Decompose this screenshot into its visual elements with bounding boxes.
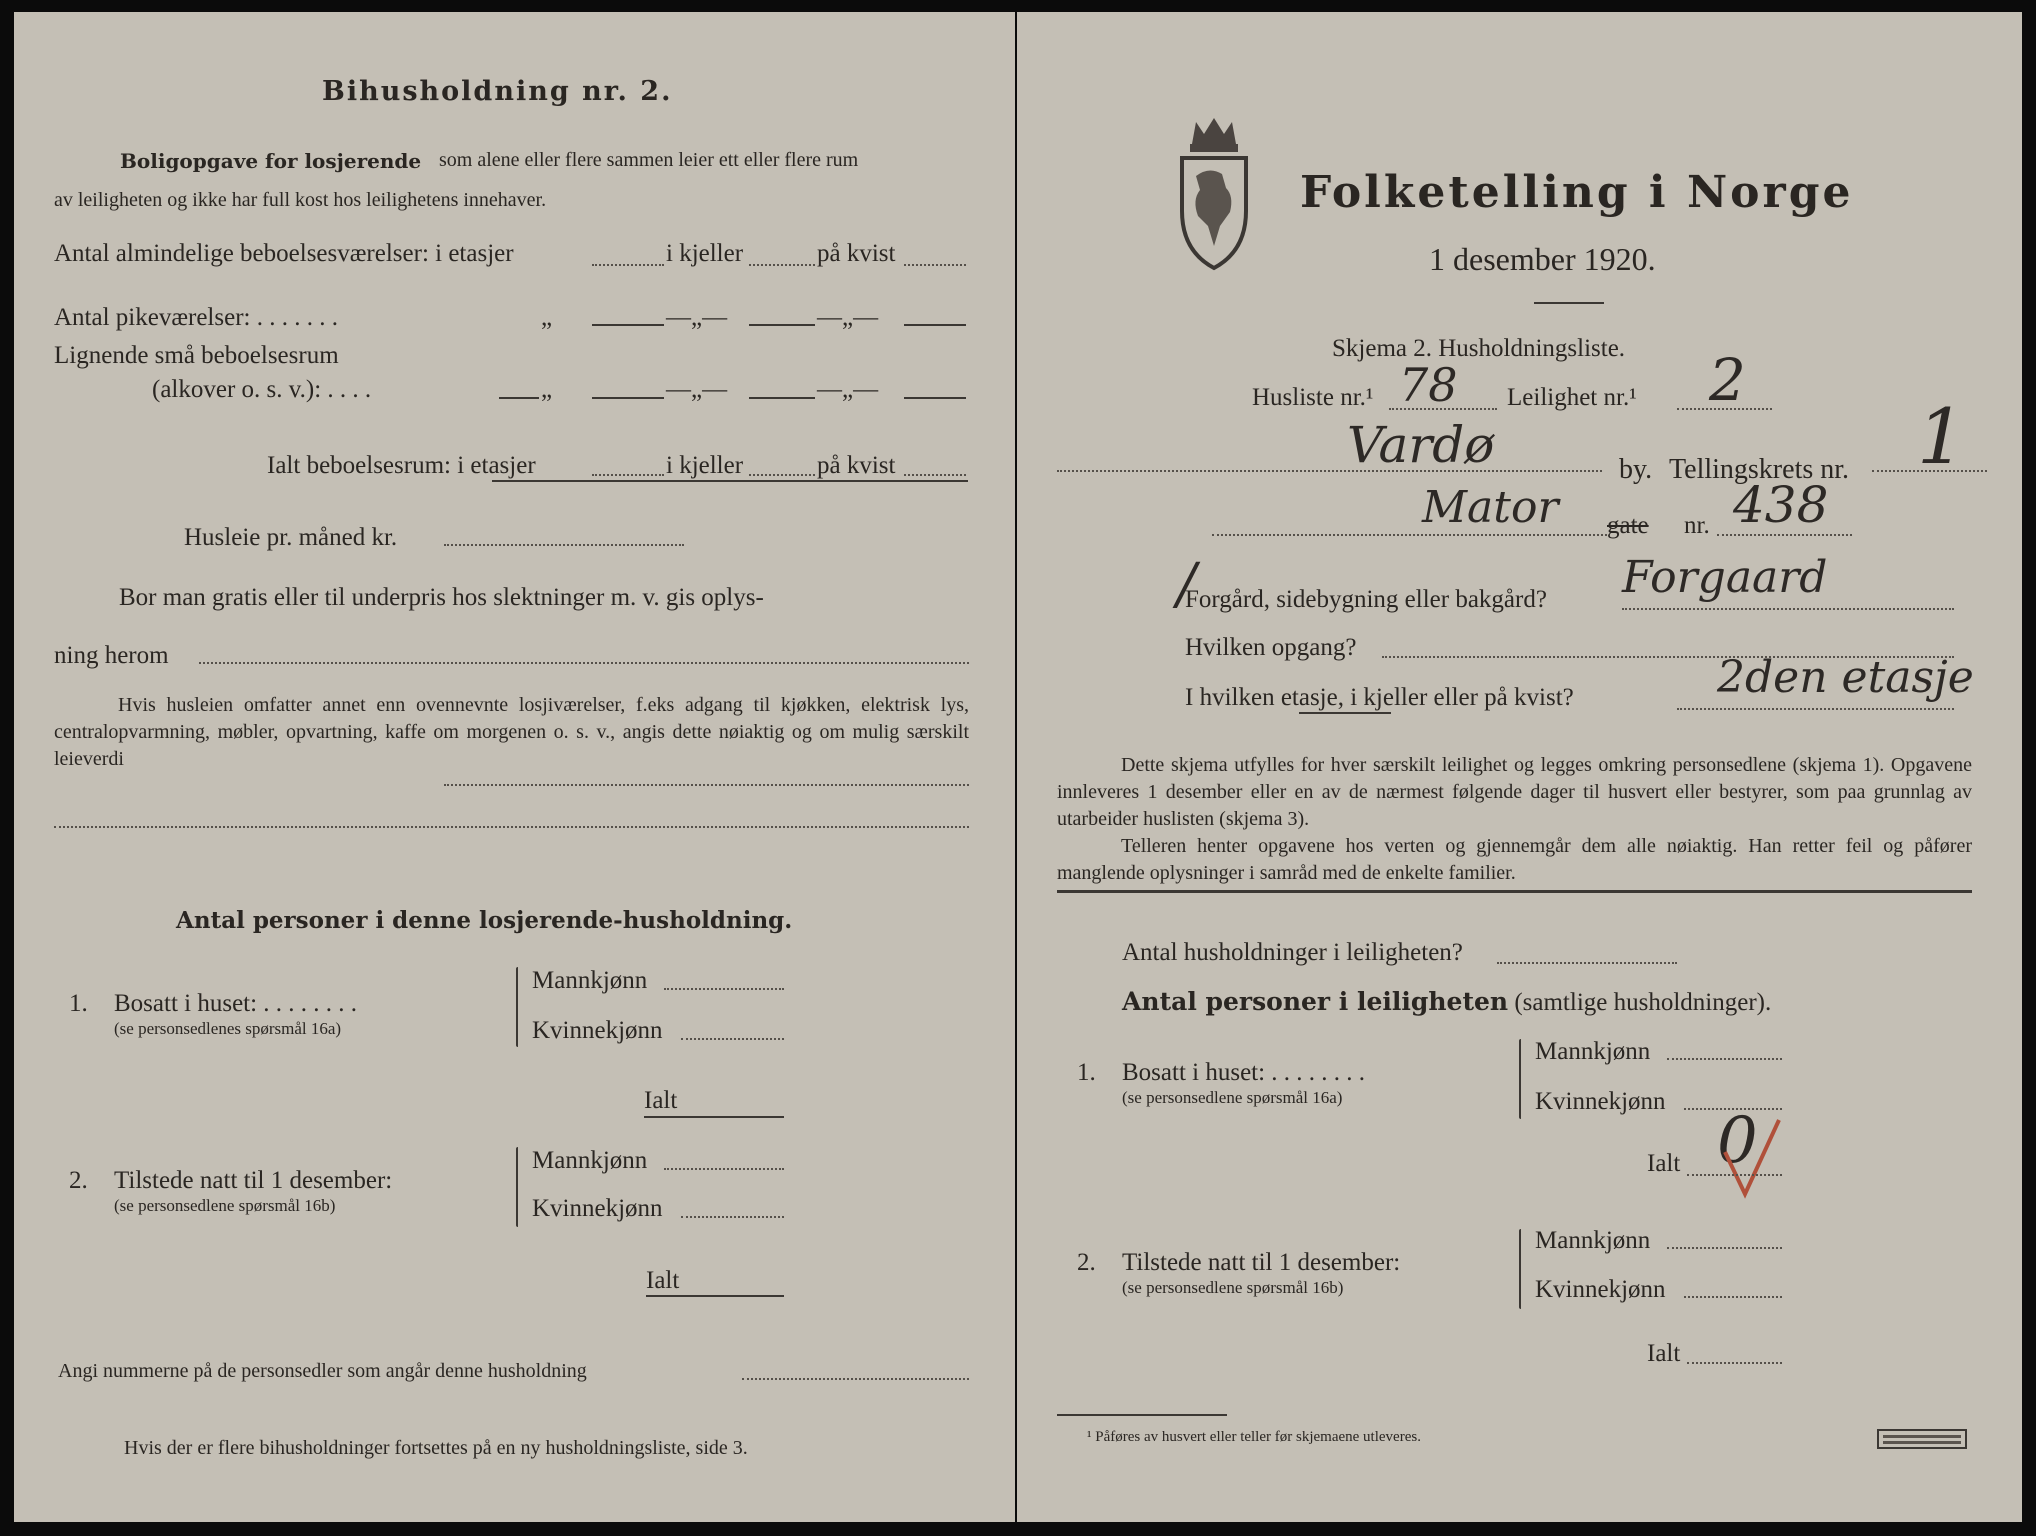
r-item1-ialt: Ialt: [1647, 1150, 1681, 1177]
l-item1-kvinne-field[interactable]: [681, 1038, 784, 1040]
l-item1-mann: Mannkjønn: [532, 967, 648, 994]
ialt-kvist-field[interactable]: [904, 474, 966, 476]
pike-ditto-2: —„—: [666, 304, 728, 331]
l-item2-mann-field[interactable]: [664, 1168, 784, 1170]
instruction-para1: Dette skjema utfylles for hver særskilt leilighet og legges omkring personsedlene (skjema 1). Opgavene innleveres 1 desember eller en av de nærmest følgende dager til husvert eller bestyrer, som paa grunnlag av utarbeider huslisten (skjema 3).: [1057, 754, 1972, 830]
r-item2-sub: (se personsedlene spørsmål 16b): [1122, 1278, 1344, 1297]
rooms-kjeller-field[interactable]: [749, 264, 815, 266]
antal-husholdninger-field[interactable]: [1497, 962, 1677, 964]
forgard-mark: /: [1177, 552, 1196, 617]
r-item1-brace: [1519, 1039, 1521, 1119]
section-rule: [1057, 890, 1972, 893]
l-item2-label: Tilstede natt til 1 desember:: [114, 1167, 393, 1194]
lignende-ditto-2: —„—: [666, 376, 728, 403]
title-rule: [1534, 302, 1604, 304]
l-item1-num: 1.: [69, 990, 88, 1017]
etasje-field[interactable]: [1677, 708, 1954, 710]
etasje-underline: [1299, 712, 1391, 714]
lignende-etasjer-field[interactable]: [592, 397, 664, 399]
husliste-label: Husliste nr.¹: [1252, 384, 1374, 411]
r-item2-num: 2.: [1077, 1249, 1096, 1276]
footnote-rule: [1057, 1414, 1227, 1416]
pike-label: Antal pikeværelser: . . . . . . .: [54, 304, 338, 331]
l-item1-brace: [516, 967, 518, 1047]
city-field[interactable]: [1057, 470, 1602, 472]
l-item2-ialt: Ialt: [646, 1267, 680, 1294]
r-item1-mann: Mannkjønn: [1535, 1038, 1651, 1065]
forgard-field[interactable]: [1622, 608, 1954, 610]
l-item1-label: Bosatt i huset: . . . . . . . .: [114, 990, 358, 1017]
husleie-label: Husleie pr. måned kr.: [184, 524, 398, 551]
r-item2-label: Tilstede natt til 1 desember:: [1122, 1249, 1401, 1276]
ialt-underline: [492, 480, 968, 482]
antal-personer-rest: (samtlige husholdninger).: [1514, 989, 1772, 1016]
rooms-kvist-label: på kvist: [817, 240, 896, 267]
lignende-ditto-1: „: [541, 376, 553, 403]
etasje-label: I hvilken etasje, i kjeller eller på kvist?: [1185, 684, 1574, 711]
ialt-rum-label: Ialt beboelsesrum: i etasjer: [267, 452, 536, 479]
pike-ditto-1: „: [541, 304, 553, 331]
antal-personer-bold: Antal personer i leiligheten: [1122, 987, 1509, 1016]
hvis-paragraph: Hvis husleien omfatter annet enn ovennevnte losjiværelser, f.eks adgang til kjøkken, elektrisk lys, centralopvarmning, møbler, opvartning, kaffe om morgenen o. s. v., angis dette nøiaktig og om mulig særskilt leieverdi: [54, 694, 969, 770]
r-item2-ialt-field[interactable]: [1687, 1362, 1782, 1364]
nr-field[interactable]: [1717, 534, 1852, 536]
lignende-line1: Lignende små beboelsesrum: [54, 342, 339, 369]
l-item2-kvinne-field[interactable]: [681, 1216, 784, 1218]
lignende-kvist-field[interactable]: [904, 397, 966, 399]
nr-label: nr.: [1684, 512, 1710, 539]
leilighet-field[interactable]: [1677, 408, 1772, 410]
lignende-kjeller-field[interactable]: [749, 397, 815, 399]
pike-etasjer-field[interactable]: [592, 324, 664, 326]
r-item2-mann: Mannkjønn: [1535, 1227, 1651, 1254]
etasje-value: 2den etasje: [1717, 652, 1974, 703]
pike-ditto-3: —„—: [817, 304, 879, 331]
hvis-flere-note: Hvis der er flere bihusholdninger fortsettes på en ny husholdningsliste, side 3.: [124, 1437, 748, 1459]
city-value: Vardø: [1347, 416, 1495, 474]
l-item2-sub: (se personsedlene spørsmål 16b): [114, 1196, 336, 1215]
husleie-field[interactable]: [444, 544, 684, 546]
r-item1-ialt-field[interactable]: [1687, 1174, 1782, 1176]
opgang-label: Hvilken opgang?: [1185, 634, 1357, 661]
ialt-etasjer-field[interactable]: [592, 474, 664, 476]
ialt-kjeller-field[interactable]: [749, 474, 815, 476]
l-item1-ialt: Ialt: [644, 1087, 678, 1114]
antal-husholdninger: Antal husholdninger i leiligheten?: [1122, 939, 1463, 966]
husliste-value: 78: [1399, 358, 1458, 412]
l-item1-kvinne: Kvinnekjønn: [532, 1017, 663, 1044]
lignende-lead-line: [499, 397, 539, 399]
bor-line2: ning herom: [54, 642, 169, 669]
l-item2-ialt-field[interactable]: [646, 1295, 784, 1297]
left-page: [14, 12, 1015, 1522]
husliste-field[interactable]: [1389, 408, 1497, 410]
lignende-line2: (alkover o. s. v.): . . . .: [152, 376, 372, 403]
l-item2-brace: [516, 1147, 518, 1227]
street-field[interactable]: [1212, 534, 1607, 536]
antal-personer-heading: Antal personer i denne losjerende-husholdning.: [176, 907, 793, 934]
instruction-para2: Telleren henter opgavene hos verten og gjennemgår dem alle nøiaktig. Han retter feil og påfører manglende oplysninger i samråd med de enkelte familier.: [1057, 835, 1972, 884]
forgard-value: Forgaard: [1622, 552, 1828, 603]
rooms-etasjer-field[interactable]: [592, 264, 664, 266]
rooms-kjeller-label: i kjeller: [666, 240, 744, 267]
ialt-kvist-label: på kvist: [817, 452, 896, 479]
by-label: by.: [1619, 454, 1653, 485]
leieverdi-field-2[interactable]: [54, 826, 969, 828]
gate-label: gate: [1607, 512, 1649, 539]
leilighet-label: Leilighet nr.¹: [1507, 384, 1637, 411]
pike-kjeller-field[interactable]: [749, 324, 815, 326]
intro-line1: som alene eller flere sammen leier ett eller flere rum: [439, 149, 859, 171]
norway-coat-of-arms-icon: [1174, 116, 1254, 272]
printer-stamp-icon: [1877, 1429, 1967, 1449]
ialt-kjeller-label: i kjeller: [666, 452, 744, 479]
street-value: Mator: [1422, 482, 1559, 533]
intro-line2: av leiligheten og ikke har full kost hos leilighetens innehaver.: [54, 189, 547, 211]
nr-value: 438: [1733, 476, 1829, 534]
census-date: 1 desember 1920.: [1429, 241, 1656, 277]
bor-field[interactable]: [199, 662, 969, 664]
intro-bold: Boligopgave for losjerende: [120, 149, 422, 173]
r-item1-label: Bosatt i huset: . . . . . . . .: [1122, 1059, 1366, 1086]
tellingskrets-text: Tellingskrets nr.: [1669, 454, 1850, 485]
r-item1-mann-field[interactable]: [1667, 1058, 1782, 1060]
pike-kvist-field[interactable]: [904, 324, 966, 326]
l-item1-sub: (se personsedlenes spørsmål 16a): [114, 1019, 342, 1038]
angi-field[interactable]: [742, 1378, 969, 1380]
r-item2-ialt: Ialt: [1647, 1340, 1681, 1367]
l-item1-ialt-field[interactable]: [644, 1116, 784, 1118]
footnote: ¹ Påføres av husvert eller teller før skjemaene utleveres.: [1087, 1429, 1421, 1445]
l-item2-kvinne: Kvinnekjønn: [532, 1195, 663, 1222]
red-check-mark-icon: [1717, 1112, 1787, 1202]
rooms-kvist-field[interactable]: [904, 264, 966, 266]
l-item1-mann-field[interactable]: [664, 988, 784, 990]
rooms-label: Antal almindelige beboelsesværelser: i etasjer: [54, 240, 514, 267]
r-item1-ialt-value: 0: [1717, 1104, 1758, 1178]
tellingskrets-field[interactable]: [1872, 470, 1987, 472]
r-item2-kvinne: Kvinnekjønn: [1535, 1276, 1666, 1303]
forgard-label: Forgård, sidebygning eller bakgård?: [1185, 586, 1547, 613]
angi-label: Angi nummerne på de personsedler som angår denne husholdning: [58, 1360, 587, 1382]
right-page: [1017, 12, 2022, 1522]
r-item1-num: 1.: [1077, 1059, 1096, 1086]
l-item2-num: 2.: [69, 1167, 88, 1194]
bihusholdning-title: Bihusholdning nr. 2.: [322, 76, 673, 107]
l-item2-mann: Mannkjønn: [532, 1147, 648, 1174]
lignende-ditto-3: —„—: [817, 376, 879, 403]
r-item1-kvinne: Kvinnekjønn: [1535, 1088, 1666, 1115]
antal-personer-line: [1122, 987, 1771, 1017]
skjema-label: Skjema 2. Husholdningsliste.: [1332, 335, 1626, 362]
r-item2-kvinne-field[interactable]: [1684, 1296, 1782, 1298]
tellingskrets-value: 1: [1917, 392, 1966, 481]
census-title: Folketelling i Norge: [1300, 167, 1854, 218]
r-item2-brace: [1519, 1229, 1521, 1309]
r-item1-sub: (se personsedlene spørsmål 16a): [1122, 1088, 1343, 1107]
leieverdi-field[interactable]: [444, 784, 969, 786]
bor-line1: Bor man gratis eller til underpris hos slektninger m. v. gis oplys-: [119, 584, 764, 611]
r-item2-mann-field[interactable]: [1667, 1247, 1782, 1249]
leilighet-value: 2: [1709, 346, 1746, 414]
